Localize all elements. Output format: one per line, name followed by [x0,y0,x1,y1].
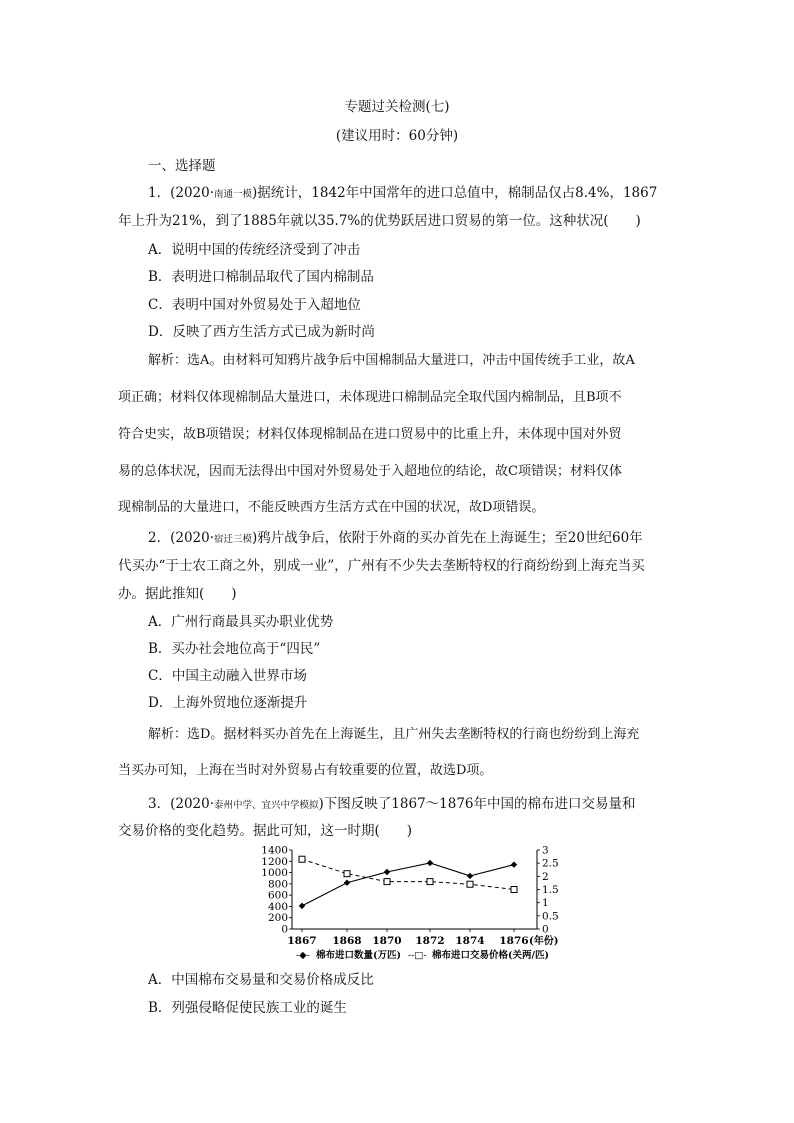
question-1-stem-line-2: 年上升为21%，到了1885年就以35.7%的优势跃居进口贸易的第一位。这种状况( ) [118,213,641,229]
right-axis-tick-label: 1.5 [542,884,559,896]
question-3-option-a: A．中国棉布交易量和交易价格成反比 [148,972,374,988]
question-2-stem-line-1: 2．(2020·宿迁三模)鸦片战争后，依附于外商的买办首先在上海诞生；至20世纪60年 [148,530,643,546]
question-1-analysis-line: 项正确；材料仅体现棉制品大量进口，未体现进口棉制品完全取代国内棉制品，且B项不 [118,390,622,405]
question-3-source: 泰州中学、宜兴中学模拟 [214,800,319,811]
series-quantity-point [344,880,350,886]
series-quantity-point [511,861,517,867]
question-2-option-a: A．广州行商最具买办职业优势 [148,614,334,630]
right-axis-tick-label: 1 [542,897,549,910]
x-axis-tick-label: 1868 [332,935,362,947]
cotton-import-chart [250,843,570,965]
series-price-point [511,887,517,893]
chart-axes [289,850,540,932]
question-1-option-b: B．表明进口棉制品取代了国内棉制品 [148,269,374,285]
legend-price-marker: --□- [408,950,427,961]
question-2-source: 宿迁三模 [214,534,253,545]
left-axis-tick-label: 0 [281,923,288,936]
left-axis-tick-label: 1200 [261,855,288,868]
series-price-line [302,859,514,889]
x-axis-tick-label: 1876 [499,935,529,947]
series-quantity-point [427,860,433,866]
x-axis-tick-label: 1872 [415,935,445,947]
chart-series-lines [302,859,514,906]
chart-series-markers [299,856,517,909]
series-price-point [467,881,473,887]
question-1-option-a: A．说明中国的传统经济受到了冲击 [148,242,361,258]
page-subtitle: (建议用时：60分钟) [335,128,459,144]
left-axis-tick-label: 1000 [261,867,288,880]
right-axis-tick-label: 0.5 [542,910,559,923]
right-axis-tick-label: 3 [542,844,549,857]
x-axis-tick-label: 1870 [372,935,402,947]
question-2-stem-line-2: 代买办“于士农工商之外，别成一业”，广州有不少失去垄断特权的行商纷纷到上海充当买 [118,558,645,574]
series-quantity-line [302,863,514,906]
question-1-source: 南通一模 [214,189,253,200]
question-3-option-b: B．列强侵略促使民族工业的诞生 [148,1000,347,1016]
x-axis-unit-label: (年份) [529,936,559,947]
x-axis-tick-label: 1867 [287,935,317,947]
question-2-analysis-line: 当买办可知，上海在当时对外贸易占有较重要的位置，故选D项。 [118,763,493,778]
x-axis-tick-label: 1874 [455,935,485,947]
question-3-stem-line-2: 交易价格的变化趋势。据此可知，这一时期( ) [118,823,413,839]
left-axis-tick-label: 800 [267,878,288,891]
series-price-point [427,879,433,885]
question-1-analysis-line: 现棉制品的大量进口，不能反映西方生活方式在中国的状况，故D项错误。 [118,500,545,515]
left-axis-tick-label: 200 [267,912,288,925]
question-1-analysis-line: 符合史实，故B项错误；材料仅体现棉制品在进口贸易中的比重上升，未体现中国对外贸 [118,427,622,442]
series-price-point [299,856,305,862]
page-title: 专题过关检测(七) [344,99,450,115]
question-2-option-d: D．上海外贸地位逐渐提升 [148,695,308,711]
right-axis-tick-label: 2 [542,870,549,883]
series-price-point [384,879,390,885]
question-1-option-d: D．反映了西方生活方式已成为新时尚 [148,324,375,340]
right-axis-tick-label: 0 [542,923,549,936]
left-axis-tick-label: 400 [267,900,288,913]
series-price-point [344,871,350,877]
question-2-option-c: C．中国主动融入世界市场 [148,668,307,684]
legend-quantity-label: 棉布进口数量(万匹) [316,950,401,961]
series-quantity-point [384,869,390,875]
question-3-stem-line-1: 3．(2020·泰州中学、宜兴中学模拟)下图反映了1867～1876年中国的棉布进口交易量和 [148,796,636,812]
series-quantity-point [467,873,473,879]
question-1-stem-line-1: 1．(2020·南通一模)据统计，1842年中国常年的进口总值中，棉制品仅占8.4%，1867 [148,185,658,201]
series-quantity-point [299,903,305,909]
section-heading: 一、选择题 [148,158,216,174]
question-2-analysis-line: 解析：选D。据材料买办首先在上海诞生，且广州失去垄断特权的行商也纷纷到上海充 [148,727,640,742]
question-1-analysis-line: 易的总体状况，因而无法得出中国对外贸易处于入超地位的结论，故C项错误；材料仅体 [118,464,622,479]
question-1-analysis-line: 解析：选A。由材料可知鸦片战争后中国棉制品大量进口，冲击中国传统手工业，故A [148,353,635,368]
legend-quantity-marker: -◆- [296,950,310,961]
right-axis-tick-label: 2.5 [542,857,559,870]
left-axis-tick-label: 600 [267,889,288,902]
question-2-stem-line-3: 办。据此推知( ) [118,586,237,602]
question-2-option-b: B．买办社会地位高于“四民” [148,641,321,657]
left-axis-tick-label: 1400 [261,844,288,857]
legend-price-label: 棉布进口交易价格(关两/匹) [432,950,549,961]
question-1-option-c: C．表明中国对外贸易处于入超地位 [148,297,361,313]
